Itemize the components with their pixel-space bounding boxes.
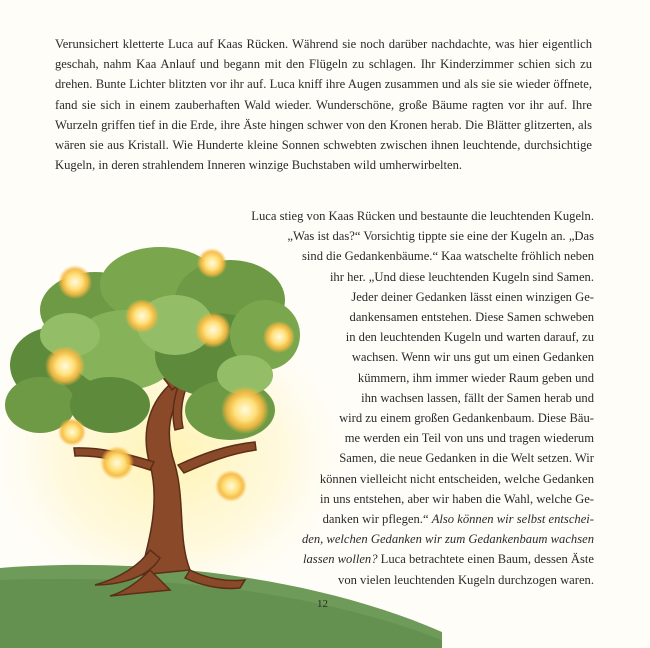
text-line: kümmern, ihm immer wieder Raum geben und	[357, 370, 594, 385]
text-line: „Was ist das?“ Vorsichtig tippte sie eine der Kugeln an. „Das	[287, 229, 594, 244]
text-line: me werden ein Teil von uns und tragen wiederum	[344, 431, 594, 446]
page-number: 12	[317, 598, 328, 610]
text-line: können vielleicht nicht entscheiden, welche Gedanken	[319, 471, 594, 486]
text-line: Luca stieg von Kaas Rücken und bestaunte die leuchtenden Kugeln.	[251, 209, 594, 223]
glowing-orb	[45, 346, 85, 386]
text-line: Jeder deiner Gedanken lässt einen winzigen Ge-	[351, 289, 594, 304]
italic-text: lassen wollen?	[303, 552, 378, 567]
glowing-orb	[125, 299, 159, 333]
text-line: ihn wachsen lassen, fällt der Samen herab und	[361, 390, 594, 405]
text-line: dankensamen entstehen. Diese Samen schweben	[349, 310, 594, 325]
glowing-orb	[58, 265, 92, 299]
text-line: in uns entstehen, aber wir haben die Wahl, welche Ge-	[320, 491, 594, 506]
text-line: wird zu einem großen Gedankenbaum. Diese Bäu-	[339, 411, 594, 426]
paragraph-dialogue	[194, 206, 594, 590]
glowing-orb	[58, 418, 86, 446]
text-line: wachsen. Wenn wir uns gut um einen Gedanken	[351, 350, 594, 365]
text-line: in den leuchtenden Kugeln und warten darauf, zu	[345, 330, 594, 345]
text-line: ihr her. „Und diese leuchtenden Kugeln sind Samen.	[329, 269, 594, 284]
paragraph-intro: Verunsichert kletterte Luca auf Kaas Rücken. Während sie noch darüber nachdachte, was hier eigentlich geschah, nahm Kaa Anlauf und begann mit den Flügeln zu schlagen. Ihr Kinderzimmer schien sich zu drehen. Bunte Lichter blitzten vor ihr auf. Luca kniff ihre Augen zusammen und als sie sie wieder öffnete, fand sie sich in einem zauberhaften Wald wieder. Wunderschöne, große Bäume ragten vor ihr auf. Ihre Wurzeln griffen tief in die Erde, ihre Äste hingen schwer von den Kronen herab. Die Blätter glitzerten, als wären sie aus Kristall. Wie Hunderte kleine Sonnen schwebten zwischen ihnen leuchtende, durchsichtige Kugeln, in deren strahlendem Inneren winzige Buchstaben wild umherwirbelten.	[55, 37, 592, 173]
glowing-orb	[100, 446, 134, 480]
text-line: von vielen leuchtenden Kugeln durchzogen waren.	[338, 572, 594, 587]
italic-text: Also können wir selbst entschei-	[431, 512, 594, 527]
text-line: danken wir pflegen.“	[322, 512, 432, 527]
text-line: Luca betrachtete einen Baum, dessen Äste	[377, 552, 594, 567]
text-line: sind die Gedankenbäume.“ Kaa watschelte fröhlich neben	[302, 249, 594, 264]
italic-text: den, welchen Gedanken wir zum Gedankenbaum wachsen	[301, 532, 594, 547]
text-line: Samen, die neue Gedanken in die Welt setzen. Wir	[339, 451, 594, 466]
